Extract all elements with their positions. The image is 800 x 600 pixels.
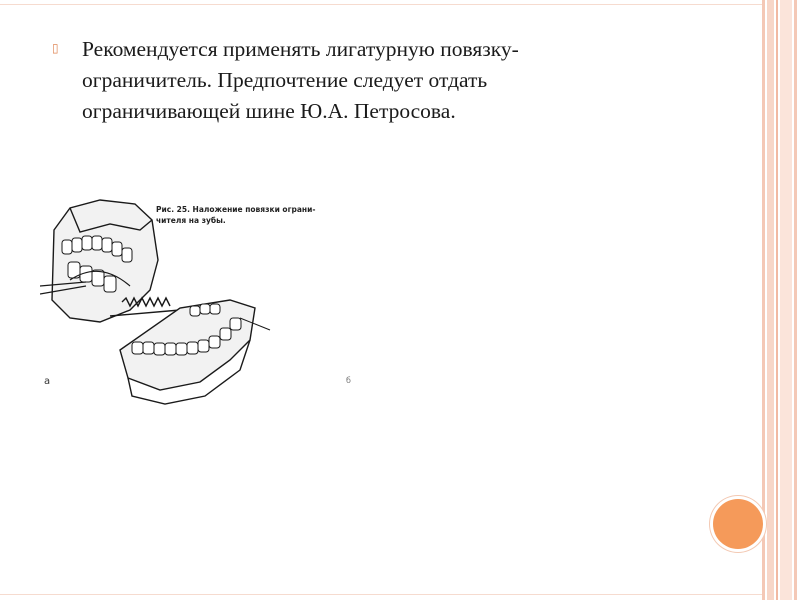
bullet-icon: ▯ [52,41,59,55]
border-stripe [780,0,792,600]
border-stripe [776,0,778,600]
figure-caption: Рис. 25. Наложение повязки ограни- чителя на зубы. [156,205,316,225]
figure-label-a: а [44,376,51,387]
border-stripe [767,0,774,600]
bullet-text: Рекомендуется применять лигатурную повязку- ограничитель. Предпочтение следует отдать ограничивающей шине Ю.А. Петросова. [82,37,519,123]
figure-label-b: б [346,376,351,385]
border-stripe [794,0,797,600]
frame-line-top [0,4,762,5]
border-stripe [762,0,765,600]
decorative-circle [713,499,763,549]
frame-line-bottom [0,594,762,595]
dental-figure [40,190,360,420]
